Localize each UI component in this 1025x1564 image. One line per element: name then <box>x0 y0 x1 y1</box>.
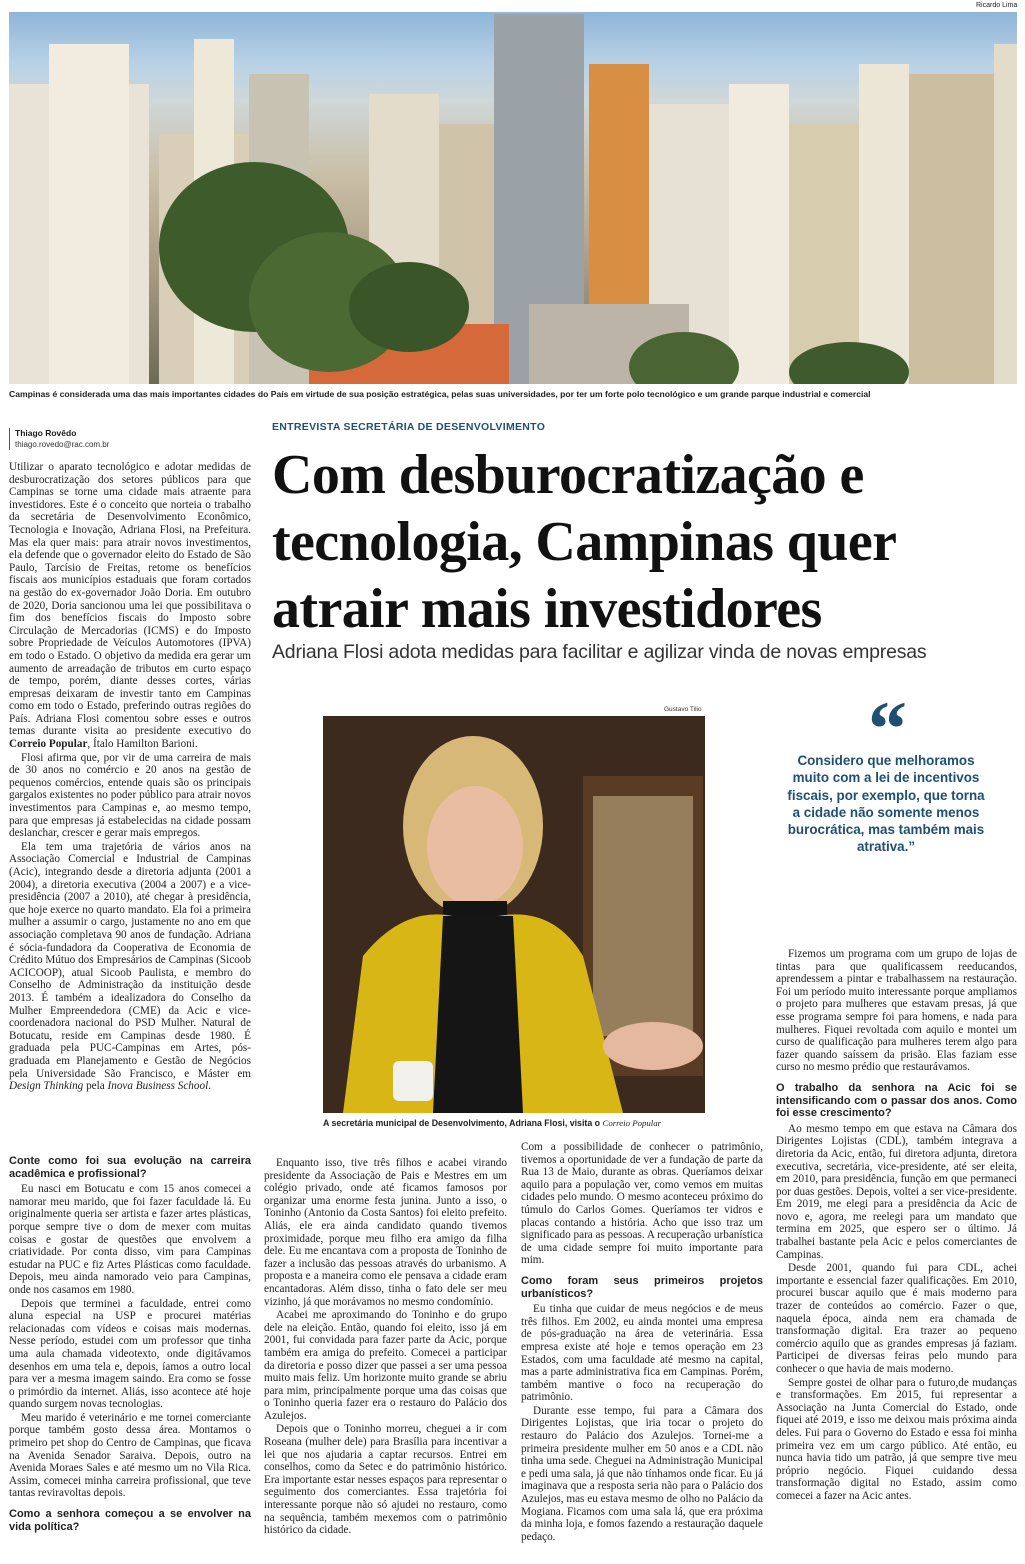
question-3: Como foram seus primeiros projetos urbanísticos? <box>521 1274 763 1300</box>
answer-3-paragraph-3: Fizemos um programa com um grupo de lojas de tintas para que qualificassem reeducandos, aprendessem a pintar e trabalhassem na restauração. Foi um período muito interessante porque ampliamos o projeto para mulheres que estavam presas, já que esse programa sempre foi para homens, e nada para mulheres. Fiquei revoltada com aquilo e montei um curso de qualificação para mulheres terem algo para fazer quando saíssem da prisão. Elas faziam esse curso no mesmo prédio que restaurávamos. <box>776 948 1017 1074</box>
question-2: Como a senhora começou a se envolver na vida política? <box>9 1508 251 1533</box>
answer-2-paragraph-4: Com a possibilidade de conhecer o patrimônio, tivemos a oportunidade de ver a fundação de parte da Rua 13 de Maio, durante as obras. Queríamos deixar aquilo para a população ver, como vemos em muitas cidades pelo mundo. O mesmo aconteceu próximo do túmulo do Carlos Gomes. Queríamos ter vidros e placas contando a história. Acho que isso traz um significado para as pessoas. A recuperação urbanística de uma cidade sempre foi muito importante para mim. <box>521 1141 763 1267</box>
hero-photo <box>9 12 1017 384</box>
portrait-photo <box>323 716 705 1113</box>
subheadline: Adriana Flosi adota medidas para facilitar e agilizar vinda de novas empresas <box>272 641 927 663</box>
intro-paragraph-3: Ela tem uma trajetória de vários anos na Associação Comercial e Industrial de Campinas (Acic), integrando desde a diretoria adjunta (2001 a 2004), a diretoria executiva (2004 a 2007) e a vice-presidência (2007 a 2010), até chegar à presidência, que hoje exerce no quarto mandato. Ela foi a primeira mulher a assumir o cargo, justamente no ano em que associação completava 90 anos de fundação. Adriana é sócia-fundadora da Cooperativa de Economia de Crédito Mútuo dos Empresários de Campinas (Sicoob ACICOOP), atual Sicoob Paulista, e membro do Conselho de Administração da instituição desde 2013. É também a idealizadora do Conselho da Mulher Empreendedora (CME) da Acic e vice-coordenadora nacional do PSD Mulher. Natural de Botucatu, reside em Campinas desde 1980. É graduada pela PUC-Campinas em Artes, pós-graduada em Planejamento e Gestão de Negócios pela Universidade São Francisco, e Máster em Design Thinking pela Inova Business School. <box>9 840 251 1093</box>
headline <box>272 442 1017 643</box>
headline-line-2: tecnologia, Campinas quer <box>272 511 897 573</box>
hero-caption: Campinas é considerada uma das mais importantes cidades do País em virtude de sua posição estratégica, pelas suas universidades, por ter um forte polo tecnológico e um grande parque industrial e comercial <box>9 389 871 399</box>
portrait-caption: A secretária municipal de Desenvolvimento, Adriana Flosi, visita o Correio Popular <box>323 1118 662 1128</box>
interview-column-4 <box>776 948 1017 1564</box>
answer-3-paragraph-2: Durante esse tempo, fui para a Câmara dos Dirigentes Lojistas, que iria tocar o projeto do restauro do Palácio dos Azulejos. Tornei-me a primeira presidente mulher em 50 anos e a CDL não tinha uma sede. Cheguei na Administração Municipal e pedi uma sala, já que não tínhamos onde ficar. Eu já imaginava que a resposta seria não para o Palácio dos Azulejos, mas eu estava mesmo de olho no Palácio da Mogiana. Ficamos com uma sala lá, que era próxima da minha loja, e fomos fazendo a restauração daquele pedaço. <box>521 1404 763 1543</box>
answer-2-paragraph-2: Acabei me aproximando do Toninho e do grupo dele na eleição. Então, quando foi eleito, isso já em 2001, fui convidada para fazer parte da Acic, porque também era amiga do prefeito. Comecei a participar da diretoria e posso dizer que passei a ser uma pessoa muito mais feliz. Um horizonte muito grande se abriu para mim, principalmente porque uma das coisas que o Toninho queria fazer era o restauro do Palácio dos Azulejos. <box>264 1309 507 1422</box>
answer-4-paragraph-3: Sempre gostei de olhar para o futuro,de mudanças e transformações. Em 2015, fui representar a Associação na Junta Comercial do Estado, onde fiquei até 2019, e isso me deixou mais próxima ainda deles. Fui para o Governo do Estado e essa foi minha primeira vez em um cargo público. Até então, eu nunca havia tido um patrão, já que sempre tive meu próprio negócio. Fiquei cuidando dessa transformação digital no Estado, assim como comecei a fazer na Acic antes. <box>776 1376 1017 1502</box>
interview-column-1 <box>9 1155 251 1564</box>
headline-line-3: atrair mais investidores <box>272 578 822 640</box>
question-1: Conte como foi sua evolução na carreira acadêmica e profissional? <box>9 1155 251 1180</box>
byline <box>9 428 109 450</box>
answer-1-paragraph-1: Eu nasci em Botucatu e com 15 anos comecei a namorar meu marido, que foi fazer faculdade lá. Eu originalmente queria ser artista e fazer artes plásticas, porque sempre tive o dom de mexer com muitas coisas e gostar de questões que envolvem a criatividade. Por conta disso, vim para Campinas estudar na PUC e fiz Artes Plásticas como faculdade. Depois, meu ainda namorado veio para Campinas, onde nos casamos em 1980. <box>9 1183 251 1296</box>
quote-mark-icon: “ <box>868 685 907 772</box>
answer-4-paragraph-2: Desde 2001, quando fui para CDL, achei importante e essencial fazer qualificações. Em 2010, procurei buscar aquilo que é mais moderno para trazer de conteúdos ao comércio. Fazer o que, naquela época, ainda nem era chamada de transformação digital. Era trazer ao pequeno comércio aquilo que as grandes empresas já faziam. Participei de diversas feiras pelo mundo para conhecer o que havia de mais moderno. <box>776 1262 1017 1375</box>
pull-quote: Considero que melhoramos muito com a lei de incentivos fiscais, por exemplo, que torna a cidade não somente menos burocrática, mas também mais atrativa.” <box>787 753 985 855</box>
answer-1-paragraph-3: Meu marido é veterinário e me tornei comerciante porque também gosto dessa área. Montamos o primeiro pet shop do Centro de Campinas, que ficava na Avenida Senador Saraiva. Depois, outro na Avenida Moraes Sales e até mesmo um no Vila Rica. Assim, comecei minha carreira profissional, que teve tantas reviravoltas depois. <box>9 1411 251 1500</box>
intro-paragraph-1: Utilizar o aparato tecnológico e adotar medidas de desburocratização dos setores públicos para que Campinas se torne uma cidade mais atraente para investidores. Este é o conceito que norteia o trabalho da secretária de Desenvolvimento Econômico, Tecnologia e Inovação, Adriana Flosi, na Prefeitura. Mas ela quer mais: para atrair novos investimentos, ela defende que o governador eleito do Estado de São Paulo, Tarcísio de Freitas, retome os benefícios fiscais aos municípios estaduais que foram cortados na gestão do ex-governador João Doria. Em outubro de 2020, Doria sancionou uma lei que possibilitava o fim dos benefícios fiscais do Imposto sobre Circulação de Mercadorias (ICMS) e do Imposto sobre Propriedade de Veículos Automotores (IPVA) em todo o Estado. O objetivo da medida era gerar um aumento de arreadação de tributos em curto espaço de tempo, porém, diante desses cortes, várias empresas deixaram de investir tanto em Campinas como em todo o Estado, preferindo outras regiões do País. Adriana Flosi comentou sobre esses e outros temas durante visita ao presidente executivo do Correio Popular, Ítalo Hamilton Barioni. <box>9 461 251 751</box>
question-4: O trabalho da senhora na Acic foi se intensificando com o passar dos anos. Como foi esse crescimento? <box>776 1081 1017 1120</box>
portrait-illustration <box>323 716 705 1113</box>
portrait-photo-credit: Gustavo Tilio <box>664 706 702 713</box>
interview-column-3 <box>521 1141 763 1564</box>
headline-line-1: Com desburocratização e <box>272 444 864 506</box>
kicker: ENTREVISTA SECRETÁRIA DE DESENVOLVIMENTO <box>272 421 546 433</box>
author-email[interactable]: thiago.rovedo@rac.com.br <box>15 440 110 449</box>
answer-1-paragraph-2: Depois que terminei a faculdade, entrei como aluna especial na USP e procurei matérias relacionadas com vídeos e coisas mais modernas. Nesse período, estudei com um professor que tinha uma aula chamada videotexto, onde digitávamos desenhos em uma tela e, depois, íamos a outro local para ver a mesma imagem saindo. Era como se fosse o primórdio da internet. Aliás, isso acontece até hoje quando surgem novas tecnologias. <box>9 1297 251 1411</box>
answer-2-paragraph-1: Enquanto isso, tive três filhos e acabei virando presidente da Associação de Pais e Mestres em um colégio privado, onde até ficamos famosos por organizar uma enorme festa junina. Junto a isso, o Toninho (Antonio da Costa Santos) foi eleito prefeito. Aliás, ele era ainda candidato quando tivemos proximidade, porque meu filho era amigo da filha dele. Eu me encantava com a proposta de Toninho de fazer a inclusão das pessoas através do urbanismo. A proposta e a maneira como ele pensava a cidade eram encantadoras. Além disso, tinha o fato dele ser meu vizinho, já que morávamos no mesmo condomínio. <box>264 1157 507 1308</box>
intro-paragraph-2: Flosi afirma que, por vir de uma carreira de mais de 30 anos no comércio e 20 anos na gestão de pequenos comércios, entende quais são os principais gargalos existentes no poder público para atrair novos investimentos para Campinas e, ao mesmo tempo, para que empresas já estabelecidas na cidade possam deslanchar, crescer e gerar mais empregos. <box>9 751 251 840</box>
author-name: Thiago Rovêdo <box>15 428 77 438</box>
answer-2-paragraph-3: Depois que o Toninho morreu, cheguei a ir com Roseana (mulher dele) para Brasília para incentivar a lei que nos ajudaria a captar recursos. Entrei em conselhos, como da Setec e do patrimônio histórico. Era importante estar nesses espaços para representar o seguimento dos comerciantes. Essa trajetória foi interessante porque não só ajudei no restauro, como na sequência, também mexemos com o patrimônio histórico da cidade. <box>264 1423 507 1537</box>
intro-column <box>9 461 251 1143</box>
answer-3-paragraph-1: Eu tinha que cuidar de meus negócios e de meus três filhos. Em 2002, eu ainda montei uma empresa de pós-graduação na área de veterinária. Essa empresa existe até hoje e temos operação em 23 Estados, com uma faculdade até mesmo na capital, mas a parte administrativa fica em Campinas. Porém, também mantive o foco na recuperação do patrimônio. <box>521 1303 763 1404</box>
hero-photo-credit: Ricardo Lima <box>976 2 1018 9</box>
answer-4-paragraph-1: Ao mesmo tempo em que estava na Câmara dos Dirigentes Lojistas (CDL), também integrava a diretoria da Acic, então, fui diretora adjunta, diretora executiva, secretária, vice-presidente, até ser eleita, em 2010, para presidência, função em que permaneci por duas gestões. Depois, voltei a ser vice-presidente. Em 2019, me elegi para a presidência da Acic de novo e, agora, me reelegi para um mandato que termina em 2025, que espero ser o último. Já trabalhei bastante pela Acic e pelos comerciantes de Campinas. <box>776 1122 1017 1261</box>
interview-column-2 <box>264 1157 507 1564</box>
